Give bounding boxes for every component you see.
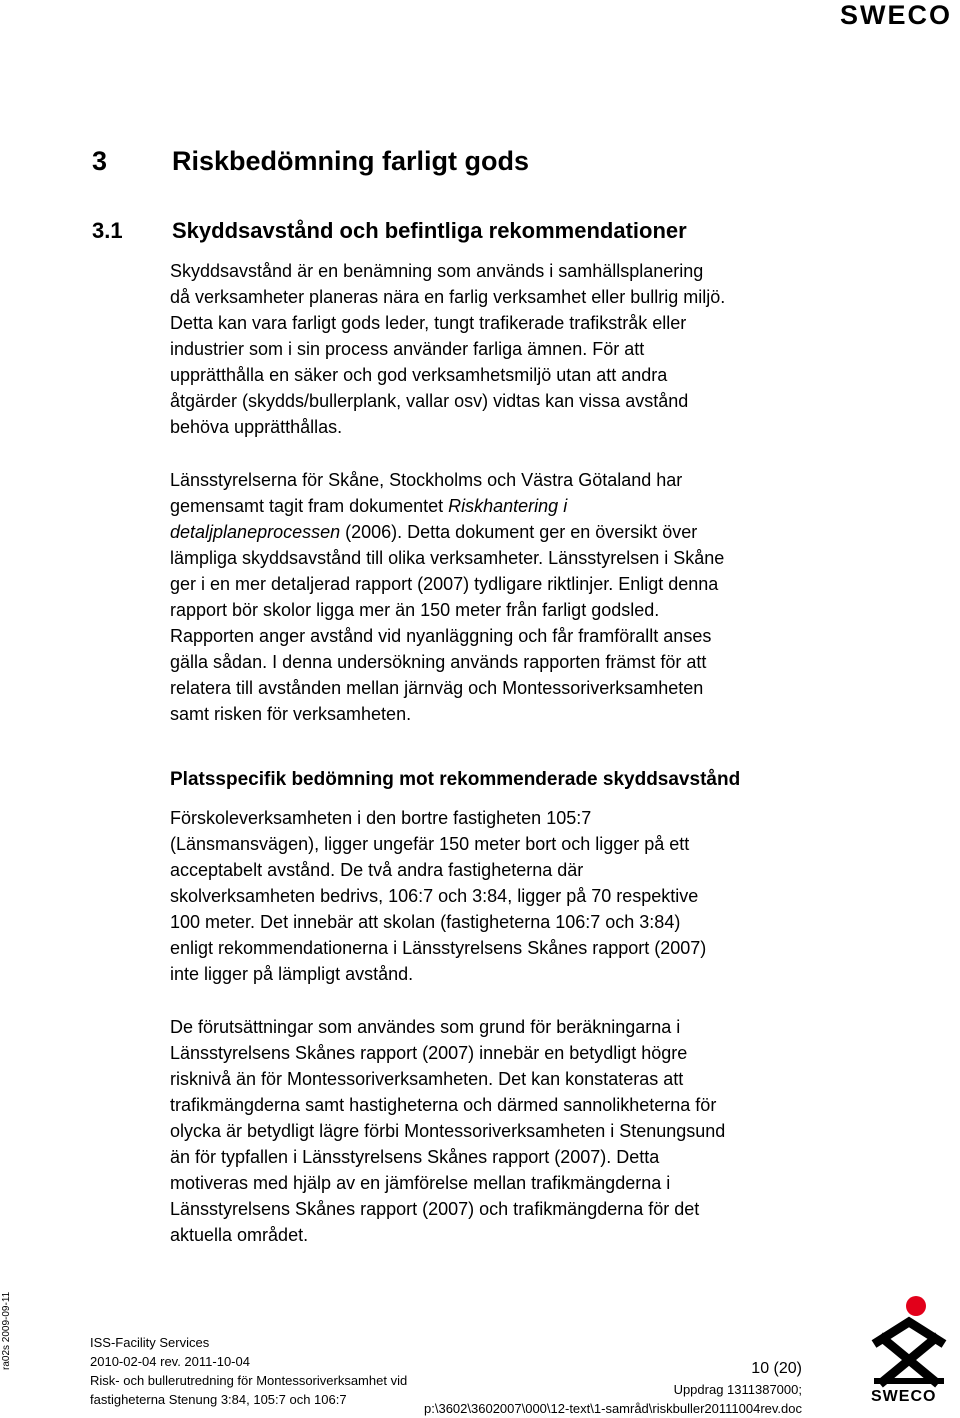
paragraph-line: motiveras med hjälp av en jämförelse mellan trafikmängderna i — [170, 1173, 671, 1193]
paragraph-line: acceptabelt avstånd. De två andra fastigheterna där — [170, 860, 584, 880]
template-code: ra02s 2009-09-11 — [1, 1291, 12, 1370]
paragraph-line: Skyddsavstånd är en benämning som används i samhällsplanering — [170, 261, 704, 281]
paragraph-line: upprätthålla en säker och god verksamhetsmiljö utan att andra — [170, 365, 668, 385]
paragraph-line: skolverksamheten bedrivs, 106:7 och 3:84, ligger på 70 respektive — [170, 886, 699, 906]
paragraph-line: då verksamheter planeras nära en farlig verksamhet eller bullrig miljö. — [170, 287, 726, 307]
paragraph-4 — [170, 1014, 820, 1248]
section-heading — [92, 143, 529, 179]
paragraph-text: (2006). Detta dokument ger en översikt över — [340, 522, 698, 542]
footer-assignment: Uppdrag 1311387000; — [673, 1382, 802, 1397]
emblem-dot — [906, 1296, 926, 1316]
paragraph-line — [170, 519, 820, 545]
footer-title-line-2: fastigheterna Stenung 3:84, 105:7 och 106:7 — [90, 1392, 347, 1407]
paragraph-line: enligt rekommendationerna i Länsstyrelsens Skånes rapport (2007) — [170, 938, 707, 958]
emblem-cross — [880, 1336, 938, 1384]
platsspecifik-subheading: Platsspecifik bedömning mot rekommenderade skyddsavstånd — [170, 769, 741, 790]
paragraph-line: samt risken för verksamheten. — [170, 704, 412, 724]
paragraph-2 — [170, 467, 820, 727]
paragraph-line: relatera till avstånden mellan järnväg och Montessoriverksamheten — [170, 678, 704, 698]
paragraph-1 — [170, 258, 820, 440]
paragraph-line: aktuella området. — [170, 1225, 309, 1245]
footer-title-line-1: Risk- och bullerutredning för Montessoriverksamhet vid — [90, 1373, 408, 1388]
sweco-logo-top: SWECO — [839, 0, 952, 30]
paragraph-line: trafikmängderna samt hastigheterna och därmed sannolikheterna för — [170, 1095, 717, 1115]
paragraph-line: Länsstyrelsens Skånes rapport (2007) och trafikmängderna för det — [170, 1199, 700, 1219]
paragraph-3 — [170, 805, 820, 987]
paragraph-line: Länsstyrelsens Skånes rapport (2007) innebär en betydligt högre — [170, 1043, 688, 1063]
paragraph-line: gälla sådan. I denna undersökning används rapporten främst för att — [170, 652, 707, 672]
paragraph-line: risknivå än för Montessoriverksamheten. Det kan konstateras att — [170, 1069, 684, 1089]
paragraph-line: lämpliga skyddsavstånd till olika verksamheter. Länsstyrelsen i Skåne — [170, 548, 725, 568]
paragraph-line: inte ligger på lämpligt avstånd. — [170, 964, 414, 984]
paragraph-text: gemensamt tagit fram dokumentet — [170, 496, 449, 516]
paragraph-line: (Länsmansvägen), ligger ungefär 150 meter bort och ligger på ett — [170, 834, 690, 854]
section-title: Riskbedömning farligt gods — [172, 146, 530, 176]
subsection-title: Skyddsavstånd och befintliga rekommendationer — [172, 218, 687, 243]
paragraph-line: rapport bör skolor ligga mer än 150 meter från farligt godsled. — [170, 600, 660, 620]
paragraph-line — [170, 493, 820, 519]
paragraph-line: olycka är betydligt lägre förbi Montessoriverksamheten i Stenungsund — [170, 1121, 726, 1141]
paragraph-line: 100 meter. Det innebär att skolan (fastigheterna 106:7 och 3:84) — [170, 912, 681, 932]
paragraph-line: Detta kan vara farligt gods leder, tungt trafikerade trafikstråk eller — [170, 313, 687, 333]
subsection-heading — [92, 216, 687, 246]
footer-client: ISS-Facility Services — [90, 1335, 210, 1350]
footer-left — [90, 1333, 407, 1409]
footer-right — [424, 1358, 802, 1418]
paragraph-line: industrier som i sin process använder farliga ämnen. För att — [170, 339, 645, 359]
section-number: 3 — [92, 146, 108, 176]
footer-file-path: p:\3602\3602007\000\12-text\1-samråd\riskbuller20111004rev.doc — [424, 1401, 802, 1416]
footer-date: 2010-02-04 rev. 2011-10-04 — [90, 1354, 250, 1369]
paragraph-line: De förutsättningar som användes som grund för beräkningarna i — [170, 1017, 681, 1037]
sweco-logo-bottom: SWECO — [871, 1388, 937, 1405]
paragraph-line: åtgärder (skydds/bullerplank, vallar osv) vidtas kan vissa avstånd — [170, 391, 689, 411]
emblem-base — [874, 1378, 944, 1384]
page-number: 10 (20) — [751, 1360, 802, 1377]
paragraph-line: Förskoleverksamheten i den bortre fastigheten 105:7 — [170, 808, 592, 828]
paragraph-line: än för typfallen i Länsstyrelsens Skånes rapport (2007). Detta — [170, 1147, 660, 1167]
document-title-italic: detaljplaneprocessen — [170, 522, 341, 542]
paragraph-line: behöva upprätthållas. — [170, 417, 343, 437]
paragraph-line: ger i en mer detaljerad rapport (2007) tydligare riktlinjer. Enligt denna — [170, 574, 719, 594]
paragraph-line: Länsstyrelserna för Skåne, Stockholms och Västra Götaland har — [170, 470, 683, 490]
document-title-italic: Riskhantering i — [448, 496, 568, 516]
subsection-number: 3.1 — [92, 218, 123, 243]
paragraph-line: Rapporten anger avstånd vid nyanläggning och får framförallt anses — [170, 626, 712, 646]
